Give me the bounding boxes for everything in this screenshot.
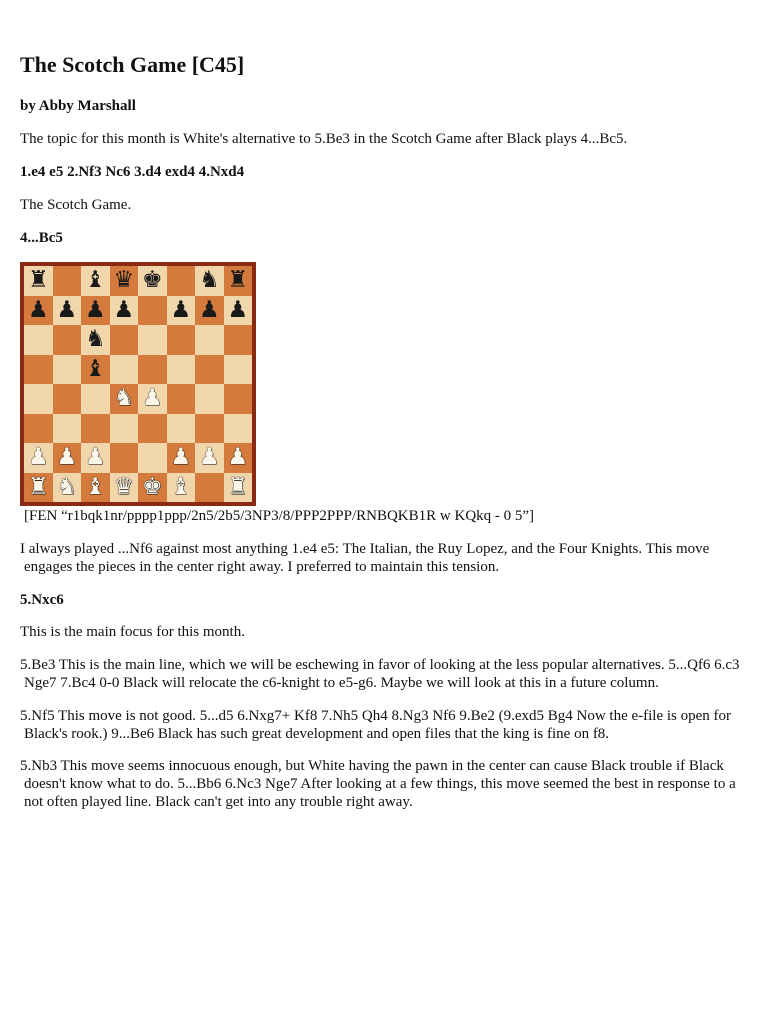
moves-nxc6: 5.Nxc6 [20, 592, 64, 608]
board-square [167, 443, 196, 473]
white-pawn-icon: ♟ [170, 444, 192, 471]
black-queen-icon: ♛ [113, 267, 135, 294]
black-rook-icon: ♜ [227, 267, 249, 294]
paragraph-nf5 [20, 707, 748, 743]
board-square [110, 414, 139, 444]
board-square [53, 355, 82, 385]
black-pawn-icon: ♟ [113, 296, 135, 323]
board-square [195, 473, 224, 503]
board-square [110, 384, 139, 414]
white-pawn-icon: ♟ [198, 444, 220, 471]
board-square [167, 384, 196, 414]
paragraph-line: Nge7 7.Bc4 0-0 Black will relocate the c6-knight to e5-g6. Maybe we will look at this in a future column. [24, 675, 659, 691]
note-main-focus: This is the main focus for this month. [20, 624, 245, 640]
black-knight-icon: ♞ [198, 267, 220, 294]
fen-caption: [FEN “r1bqk1nr/pppp1ppp/2n5/2b5/3NP3/8/PPP2PPP/RNBQKB1R w KQkq - 0 5”] [24, 508, 535, 524]
white-rook-icon: ♜ [27, 473, 49, 500]
white-knight-icon: ♞ [56, 473, 78, 500]
white-pawn-icon: ♟ [56, 444, 78, 471]
board-square [138, 325, 167, 355]
board-square [195, 266, 224, 296]
board-square [195, 325, 224, 355]
board-square [138, 266, 167, 296]
white-king-icon: ♚ [141, 473, 163, 500]
board-square [224, 473, 253, 503]
board-square [224, 443, 253, 473]
board-square [81, 414, 110, 444]
moves-opening: 1.e4 e5 2.Nf3 Nc6 3.d4 exd4 4.Nxd4 [20, 164, 245, 180]
white-bishop-icon: ♝ [84, 473, 106, 500]
board-square [110, 296, 139, 326]
board-square [81, 384, 110, 414]
board-square [138, 414, 167, 444]
board-square [81, 266, 110, 296]
board-square [53, 296, 82, 326]
paragraph-line: engages the pieces in the center right away. I preferred to maintain this tension. [24, 559, 500, 575]
board-square [167, 325, 196, 355]
chess-board [24, 266, 252, 502]
black-pawn-icon: ♟ [170, 296, 192, 323]
board-square [138, 384, 167, 414]
board-square [138, 443, 167, 473]
board-square [53, 443, 82, 473]
white-queen-icon: ♛ [113, 473, 135, 500]
board-square [24, 473, 53, 503]
paragraph-line: I always played ...Nf6 against most anything 1.e4 e5: The Italian, the Ruy Lopez, and the Four Knights. This move [20, 541, 710, 557]
board-square [195, 414, 224, 444]
board-square [224, 384, 253, 414]
board-square [110, 443, 139, 473]
board-square [224, 414, 253, 444]
board-square [195, 384, 224, 414]
paragraph-line: 5.Be3 This is the main line, which we will be eschewing in favor of looking at the less popular alternatives. 5...Qf6 6.c3 [20, 657, 740, 673]
board-square [81, 355, 110, 385]
paragraph-line: 5.Nf5 This move is not good. 5...d5 6.Nxg7+ Kf8 7.Nh5 Qh4 8.Ng3 Nf6 9.Be2 (9.exd5 Bg4 Now the e-file is open for [20, 708, 732, 724]
board-square [24, 296, 53, 326]
board-square [195, 355, 224, 385]
black-pawn-icon: ♟ [56, 296, 78, 323]
board-square [167, 266, 196, 296]
board-square [138, 473, 167, 503]
board-square [24, 266, 53, 296]
board-square [167, 355, 196, 385]
page-title: The Scotch Game [C45] [20, 52, 245, 77]
board-square [24, 355, 53, 385]
board-square [24, 443, 53, 473]
board-square [24, 325, 53, 355]
white-pawn-icon: ♟ [84, 444, 106, 471]
black-pawn-icon: ♟ [27, 296, 49, 323]
board-square [195, 443, 224, 473]
board-square [53, 384, 82, 414]
black-bishop-icon: ♝ [84, 267, 106, 294]
board-square [53, 266, 82, 296]
board-square [224, 325, 253, 355]
black-rook-icon: ♜ [27, 267, 49, 294]
board-square [167, 296, 196, 326]
board-square [138, 296, 167, 326]
moves-bc5: 4...Bc5 [20, 230, 63, 246]
note-scotch: The Scotch Game. [20, 197, 132, 213]
board-square [81, 325, 110, 355]
black-bishop-icon: ♝ [84, 355, 106, 382]
paragraph-line: Black's rook.) 9...Be6 Black has such great development and open files that the king is fine on f8. [24, 726, 610, 742]
paragraph-be3 [20, 656, 748, 692]
black-pawn-icon: ♟ [227, 296, 249, 323]
white-pawn-icon: ♟ [141, 385, 163, 412]
board-square [81, 296, 110, 326]
intro-paragraph: The topic for this month is White's alternative to 5.Be3 in the Scotch Game after Black plays 4...Bc5. [20, 131, 628, 147]
board-square [167, 414, 196, 444]
board-square [138, 355, 167, 385]
board-square [24, 384, 53, 414]
white-knight-icon: ♞ [113, 385, 135, 412]
black-knight-icon: ♞ [84, 326, 106, 353]
board-square [224, 296, 253, 326]
board-square [110, 266, 139, 296]
black-king-icon: ♚ [141, 267, 163, 294]
board-square [53, 473, 82, 503]
board-square [81, 443, 110, 473]
board-square [53, 414, 82, 444]
board-square [81, 473, 110, 503]
white-pawn-icon: ♟ [227, 444, 249, 471]
black-pawn-icon: ♟ [198, 296, 220, 323]
board-square [110, 325, 139, 355]
board-square [167, 473, 196, 503]
paragraph-line: doesn't know what to do. 5...Bb6 6.Nc3 Nge7 After looking at a few things, this move seemed the best in response to a [24, 776, 736, 792]
board-square [224, 266, 253, 296]
white-pawn-icon: ♟ [27, 444, 49, 471]
paragraph-line: not often played line. Black can't get into any trouble right away. [24, 794, 413, 810]
chess-board-frame [20, 262, 256, 506]
board-square [195, 296, 224, 326]
white-bishop-icon: ♝ [170, 473, 192, 500]
black-pawn-icon: ♟ [84, 296, 106, 323]
board-square [53, 325, 82, 355]
author-line: by Abby Marshall [20, 98, 136, 114]
paragraph-nb3 [20, 757, 748, 811]
paragraph-line: 5.Nb3 This move seems innocuous enough, but White having the pawn in the center can cause Black trouble if Black [20, 758, 724, 774]
paragraph-nf6 [20, 540, 748, 576]
board-square [224, 355, 253, 385]
board-square [110, 473, 139, 503]
board-square [110, 355, 139, 385]
board-square [24, 414, 53, 444]
white-rook-icon: ♜ [227, 473, 249, 500]
